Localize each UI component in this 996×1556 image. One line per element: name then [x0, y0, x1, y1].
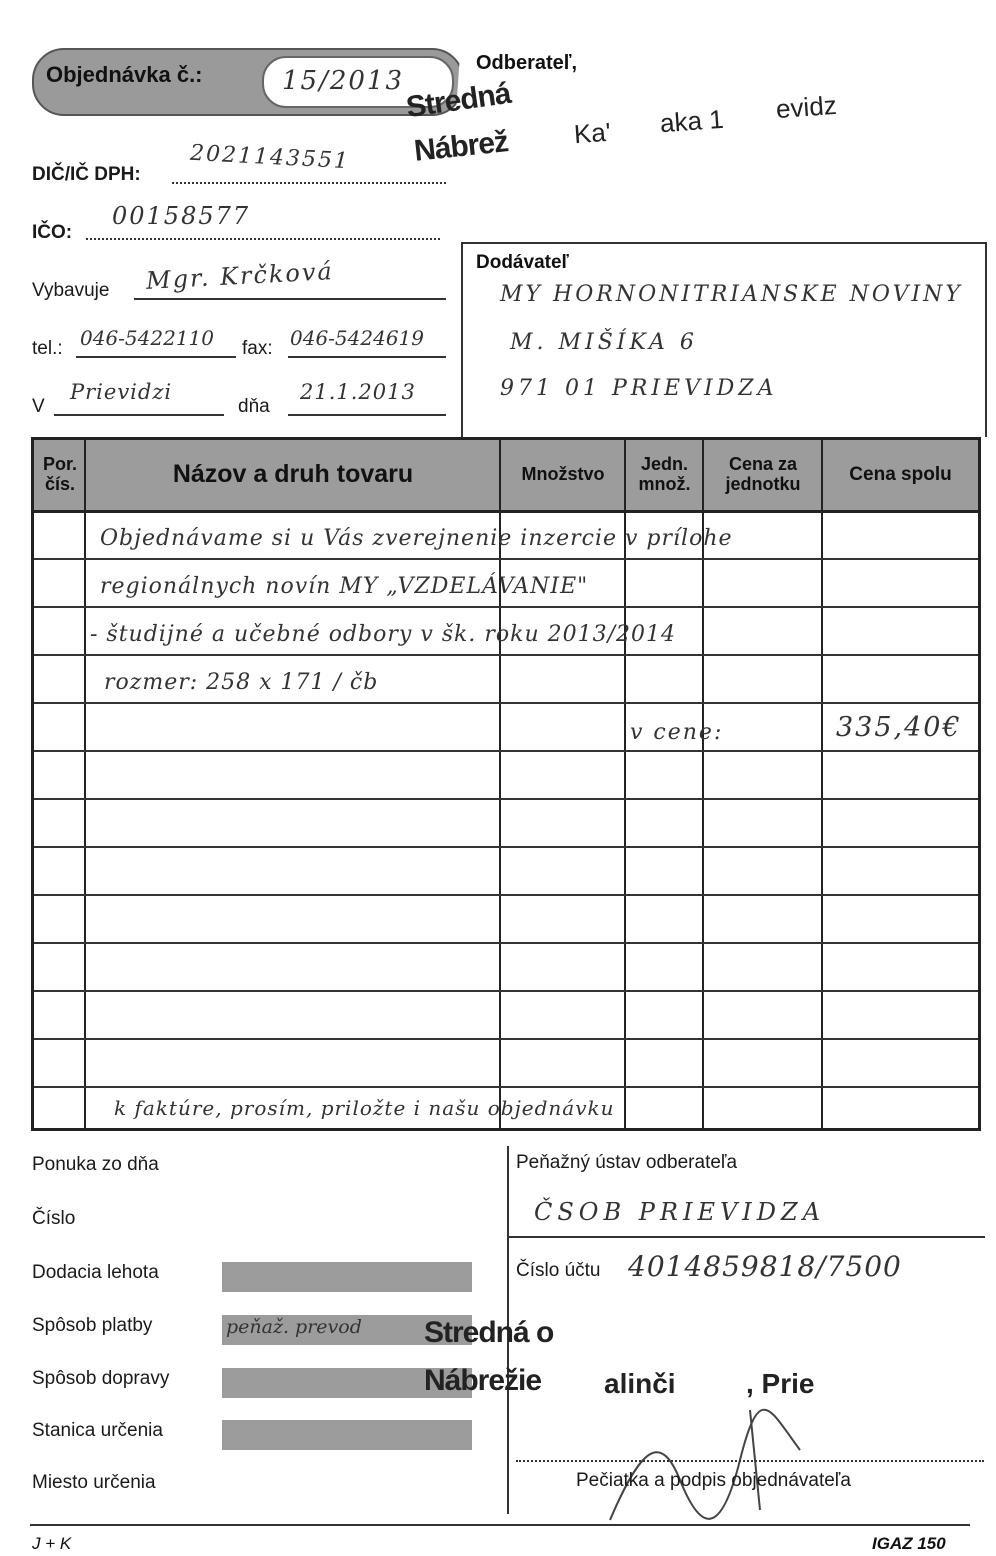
col-por: Por. čís. [42, 454, 77, 494]
row-divider [34, 942, 978, 944]
tel-line [76, 356, 236, 358]
tel-label: tel.: [32, 338, 63, 359]
col-nazov: Názov a druh tovaru [172, 460, 414, 489]
dodacia-field [222, 1262, 472, 1292]
supplier-line1: MY HORNONITRIANSKE NOVINY [500, 282, 963, 307]
v-value: Prievidzi [70, 380, 173, 404]
item-row-2: regionálnych novín MY „VZDELÁVANIE" [100, 574, 589, 599]
col-jedn: Jedn. množ. [638, 454, 691, 494]
fax-line [288, 356, 446, 358]
stamp-fragment-1: Ka' [572, 116, 612, 150]
order-label: Objednávka č.: [46, 62, 203, 87]
invoice-note: k faktúre, prosím, priložte i našu objednávku [114, 1096, 615, 1120]
item-row-3: - študijné a učebné odbory v šk. roku 2013/2014 [90, 622, 676, 647]
ponuka-label: Ponuka zo dňa [32, 1154, 159, 1175]
bank-label: Peňažný ústav odberateľa [516, 1152, 738, 1173]
ucet-label: Číslo účtu [516, 1260, 601, 1281]
vybavuje-value: Mgr. Krčková [145, 257, 335, 295]
stamp-fragment-2: aka 1 [658, 103, 725, 139]
stamp2-frag2: , Prie [746, 1368, 815, 1399]
row-divider [34, 702, 978, 704]
row-divider [34, 654, 978, 656]
col-cena-za: Cena za jednotku [725, 454, 801, 494]
sposob-platby-value: peňaž. prevod [226, 1316, 362, 1338]
fax-label: fax: [242, 338, 273, 359]
ico-label: IČO: [32, 222, 73, 243]
row-divider [34, 1086, 978, 1088]
item-row-4: rozmer: 258 x 171 / čb [104, 670, 379, 695]
stamp2-line1: Stredná o [424, 1316, 554, 1349]
supplier-label: Dodávateľ [476, 252, 569, 273]
dic-line [172, 182, 446, 184]
footer-left: J + K [32, 1534, 72, 1553]
stamp-line2: Nábrež [412, 125, 510, 168]
ucet-value: 4014859818/7500 [628, 1250, 902, 1283]
col-mnozstvo: Množstvo [521, 464, 605, 485]
row-divider [34, 894, 978, 896]
footer-line [30, 1524, 970, 1526]
row-divider [34, 846, 978, 848]
footer-right: IGAZ 150 [872, 1534, 946, 1553]
sposob-dopravy-label: Spôsob dopravy [32, 1368, 170, 1389]
vybavuje-label: Vybavuje [32, 280, 110, 301]
stanica-label: Stanica určenia [32, 1420, 163, 1441]
bank-value: ČSOB PRIEVIDZA [534, 1198, 826, 1226]
row-divider [34, 798, 978, 800]
col-cena-spolu: Cena spolu [849, 463, 952, 485]
vybavuje-line [134, 298, 446, 300]
order-number-value: 15/2013 [282, 66, 405, 96]
dna-label: dňa [238, 396, 270, 417]
row-divider [34, 606, 978, 608]
col-divider [821, 440, 823, 1128]
signature-icon [600, 1390, 820, 1540]
stanica-field [222, 1420, 472, 1450]
supplier-line3: 971 01 PRIEVIDZA [500, 376, 778, 401]
v-line [54, 414, 224, 416]
signature-label: Pečiatka a podpis objednávateľa [576, 1470, 851, 1491]
cislo-label: Číslo [32, 1208, 76, 1229]
stamp-line1: Stredná [404, 76, 513, 125]
stamp2-line2: Nábrežie [424, 1364, 542, 1397]
stamp-fragment-3: evidz [774, 89, 838, 125]
dodacia-label: Dodacia lehota [32, 1262, 159, 1283]
supplier-line2: M. MIŠÍKA 6 [510, 330, 698, 355]
dna-line [288, 414, 446, 416]
sposob-platby-label: Spôsob platby [32, 1315, 153, 1336]
col-divider [84, 440, 86, 1128]
ico-value: 00158577 [112, 202, 251, 230]
v-label: V [32, 396, 45, 417]
item-row-1: Objednávame si u Vás zverejnenie inzercie v prílohe [100, 526, 733, 551]
odberatel-label: Odberateľ, [476, 52, 578, 74]
dic-label: DIČ/IČ DPH: [32, 164, 141, 185]
dna-value: 21.1.2013 [300, 380, 416, 404]
total-label: v cene: [630, 720, 724, 745]
stamp2-frag1: alinči [604, 1368, 676, 1399]
bank-line [509, 1236, 985, 1238]
ico-line [86, 238, 440, 240]
miesto-label: Miesto určenia [32, 1472, 156, 1493]
row-divider [34, 750, 978, 752]
total-value: 335,40€ [836, 712, 962, 743]
items-table [31, 437, 981, 1131]
tel-value: 046-5422110 [80, 326, 215, 350]
row-divider [34, 558, 978, 560]
row-divider [34, 990, 978, 992]
signature-line [516, 1460, 984, 1462]
dic-value: 2021143551 [189, 140, 351, 175]
fax-value: 046-5424619 [290, 326, 425, 350]
row-divider [34, 1038, 978, 1040]
